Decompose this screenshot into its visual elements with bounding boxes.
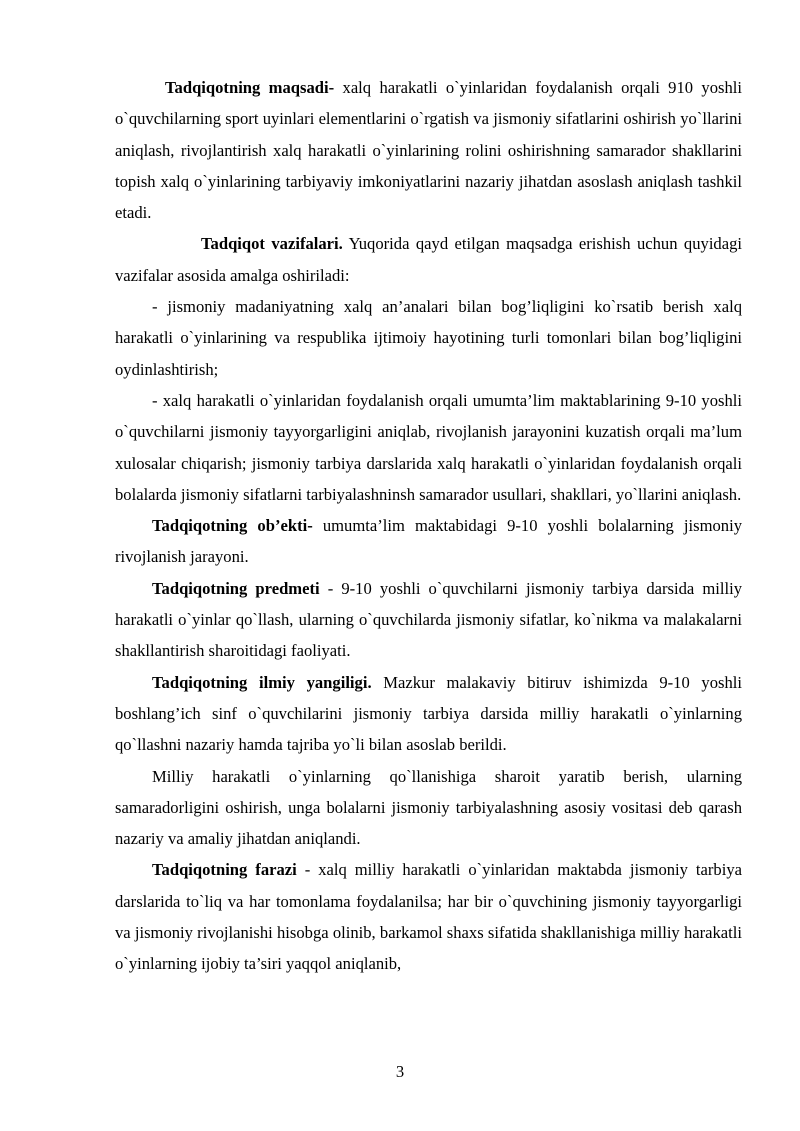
paragraph-yangiligi (115, 667, 742, 761)
paragraph-milliy (115, 761, 742, 855)
text-maqsadi: xalq harakatli o`yinlaridan foydalanish orqali 910 yoshli o`quvchilarning sport uyinlari elementlarini o`rgatish va jismoniy sifatlarini oshirish yo`llarini aniqlash, rivojlantirish xalq harakatli o`yinlarining rolini oshirishning samarador shakllarini topish xalq o`yinlarining tarbiyaviy imkoniyatlarini nazariy jihatdan asoslash aniqlash tashkil etadi. (115, 78, 742, 223)
heading-yangiligi: Tadqiqotning ilmiy yangiligi. (152, 672, 372, 692)
text-milliy: Milliy harakatli o`yinlarning qo`llanishiga sharoit yaratib berish, ularning samaradorligini oshirish, unga bolalarni jismoniy tarbiyalashning asosiy vositasi deb qarash nazariy va amaliy jihatdan aniqlandi. (115, 766, 742, 849)
paragraph-maqsadi (115, 72, 742, 228)
page-number: 3 (395, 1062, 405, 1081)
heading-maqsadi: Tadqiqotning maqsadi- (165, 78, 335, 97)
text-vazifa-1: - jismoniy madaniyatning xalq an’analari bilan bog’liqligini ko`rsatib berish xalq harakatli o`yinlarining va respublika ijtimoiy hayotining turli tomonlari bilan bog’liqligini oydinlashtirish; (115, 297, 742, 379)
heading-vazifalari: Tadqiqot vazifalari. (201, 234, 343, 254)
text-yangiligi: Mazkur malakaviy bitiruv ishimizda 9-10 yoshli boshlang’ich sinf o`quvchilarini jismoniy tarbiya darsida milliy harakatli o`yinlarning qo`llashni nazariy hamda tajriba yo`li bilan asoslab berildi. (115, 672, 742, 755)
text-farazi: - xalq milliy harakatli o`yinlaridan maktabda jismoniy tarbiya darslarida to`liq va har tomonlama foydalanilsa; har bir o`quvchining jismoniy tayyorgarligi va jismoniy rivojlanishi hisobga olinib, barkamol shaxs sifatida shakllanishiga milliy harakatli o`yinlarning ijobiy ta’siri yaqqol aniqlanib, (115, 860, 742, 974)
heading-obekti: Tadqiqotning ob’ekti- (152, 516, 313, 536)
paragraph-farazi (115, 854, 742, 979)
paragraph-vazifalari (115, 228, 742, 291)
paragraph-vazifa-1 (115, 291, 742, 385)
paragraph-vazifa-2 (115, 385, 742, 510)
text-vazifa-2: - xalq harakatli o`yinlaridan foydalanish orqali umumta’lim maktablarining 9-10 yoshli o`quvchilarni jismoniy tayyorgarligini aniqlab, rivojlanish jarayonini kuzatish orqali ma’lum xulosalar chiqarish; jismoniy tarbiya darslarida xalq harakatli o`yinlaridan foydalanish orqali bolalarda jismoniy sifatlarni tarbiyalashninsh samarador usullari, shakllari, yo`llarini aniqlash. (115, 390, 742, 504)
paragraph-predmeti (115, 573, 742, 667)
heading-farazi: Tadqiqotning farazi (152, 860, 297, 880)
paragraph-obekti (115, 510, 742, 573)
text-vazifalari: Yuqorida qayd etilgan maqsadga erishish uchun quyidagi vazifalar asosida amalga oshiriladi: (115, 234, 742, 285)
document-page (115, 72, 742, 980)
heading-predmeti: Tadqiqotning predmeti (152, 578, 320, 598)
text-predmeti: - 9-10 yoshli o`quvchilarni jismoniy tarbiya darsida milliy harakatli o`yinlar qo`llash, ularning o`quvchilarda jismoniy sifatlar, ko`nikma va malakalarni shakllantirish sharoitidagi faoliyati. (115, 578, 743, 661)
text-obekti: umumta’lim maktabidagi 9-10 yoshli bolalarning jismoniy rivojlanish jarayoni. (115, 516, 743, 567)
